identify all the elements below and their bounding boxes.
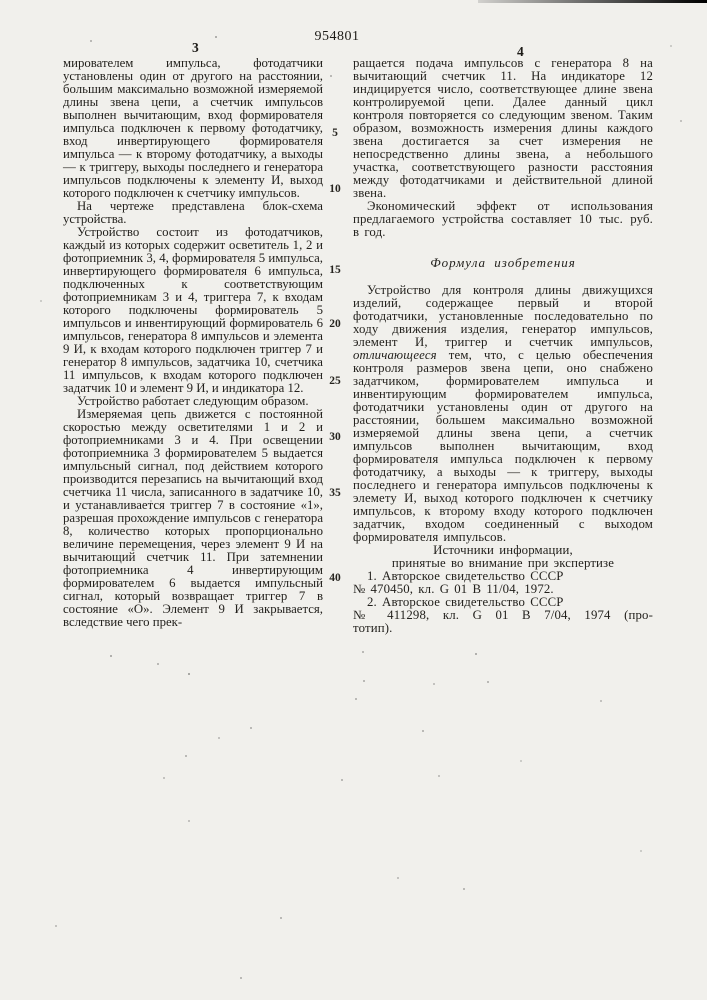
source-line: № 470450, кл. G 01 B 11/04, 1972. — [353, 582, 554, 596]
source-line: тотип). — [353, 621, 393, 635]
line-number: 20 — [329, 318, 341, 330]
paragraph: Устройство состоит из фотодатчиков, каждый из которых содержит осветитель 1, 2 и фотоприемник 3, 4, формирователя 5 импульса, инвертирующего формирователя 6 импульса, подключенных к соответствующим фотоприемникам 3 и 4, триггера 7, к входам которого подключены формирователь 5 импульсов и инвентирующий формирователь 6 импульсов, генератора 8 импульсов и элемента 9 И, к входам которого подключен триггер 7 и генератор 8 импульсов, задатчика 10, счетчика 11 импульсов, к входам которого подключен задатчик 10 и элемент 9 И, и индикатора 12. — [63, 225, 323, 395]
column-number-left: 3 — [192, 40, 199, 55]
line-number: 35 — [329, 487, 341, 499]
line-number: 30 — [329, 431, 341, 443]
source-line: 2. Авторское свидетельство СССР — [367, 595, 564, 609]
patent-number: 954801 — [314, 29, 360, 44]
paragraph: Устройство работает следующим образом. — [77, 394, 309, 408]
source-line: принятые во внимание при экспертизе — [391, 556, 615, 570]
sources-section — [353, 544, 653, 635]
column-number-right: 4 — [517, 44, 524, 59]
paragraph: мирователем импульса, фотодатчики установлены один от другого на расстоянии, большим максимально возможной измеряемой длины звена цепи, а счетчик импульсов выполнен вычитающим, вход формирователя импульса подключен к первому фотодатчику, вход инвертирующего формирователя импульса — к второму фотодатчику, а выходы — к триггеру, выходы последнего и генератора импульсов подключены к элементу И, выход которого подключен к счетчику импульсов. — [63, 56, 323, 200]
line-number: 40 — [329, 572, 341, 584]
source-line: Источники информации, — [433, 543, 573, 557]
paragraph: Экономический эффект от использования предлагаемого устройства составляет 10 тыс. руб. в год. — [353, 199, 653, 239]
line-number: 5 — [332, 127, 338, 139]
claim-text-before: Устройство для контроля длины движущихся изделий, содержащее первый и второй фотодатчики, установленные последовательно по ходу движения изделия, генератор импульсов, элемент И, триггер и счетчик импульсов, — [353, 283, 653, 349]
right-column-text — [353, 57, 653, 635]
source-line: № 411298, кл. G 01 B 7/04, 1974 (про- — [353, 608, 653, 622]
claim-emphasis: отличающееся — [353, 348, 437, 362]
line-number: 15 — [329, 264, 341, 276]
line-number: 10 — [329, 183, 341, 195]
paragraph: ращается подача импульсов с генератора 8 на вычитающий счетчик 11. На индикаторе 12 индицируется число, соответствующее длине звена контролируемой цепи. Далее данный цикл контроля повторяется со следующим звеном. Таким образом, возможность измерения длины каждого звена достигается за счет измерения не непосредственно длины звена, а небольшого участка, соответствующего разности расстояния между фотодатчиками и действительной длиной звена. — [353, 56, 653, 200]
line-number: 25 — [329, 375, 341, 387]
source-line: 1. Авторское свидетельство СССР — [367, 569, 564, 583]
claim-text-after: тем, что, с целью обеспечения контроля размеров звена цепи, оно снабжено задатчиком, формирователем импульса и инвентирующим формирователем импульса, фотодатчики установлены один от другого на расстоянии, большем максимально возможной измеряемой длины звена цепи, а счетчик импульсов выполнен вычитающим, вход формирователя импульса подключен к первому фотодатчику, а выходы — к триггеру, выходы последнего и генератора импульсов подключены к элемету И, выход которого подключен к счетчику импульсов, к второму входу которого подключен задатчик, входом соединенный с выходом формирователя импульсов. — [353, 348, 653, 544]
formula-heading: Формула изобретения — [430, 255, 576, 270]
line-number-gutter — [324, 0, 346, 1000]
paragraph: Измеряемая цепь движется с постоянной скоростью между осветителями 1 и 2 и фотоприемниками 3 и 4. При освещении фотоприемника 3 формирователем 5 выдается импульсный сигнал, под действием которого производится перезапись на вычитающий вход счетчика 11 числа, записанного в задатчике 10, и устанавливается триггер 7 в состояние «1», разрешая прохождение импульсов с генератора 8, количество которых пропорционально величине перемещения, через элемент 9 И на вычитающий счетчик 11. При затемнении фотоприемника 4 инвертирующим формирователем 6 выдается импульсный сигнал, который возвращает триггер 7 в состояние «О». Элемент 9 И закрывается, вследствие чего прек- — [63, 407, 323, 629]
scan-artifact-line — [478, 0, 707, 3]
paragraph: На чертеже представлена блок-схема устройства. — [63, 199, 323, 226]
claim-paragraph — [353, 284, 653, 544]
description-conclusion — [353, 57, 653, 239]
left-column-text — [63, 57, 323, 629]
scan-speckle-noise — [0, 0, 2, 2]
